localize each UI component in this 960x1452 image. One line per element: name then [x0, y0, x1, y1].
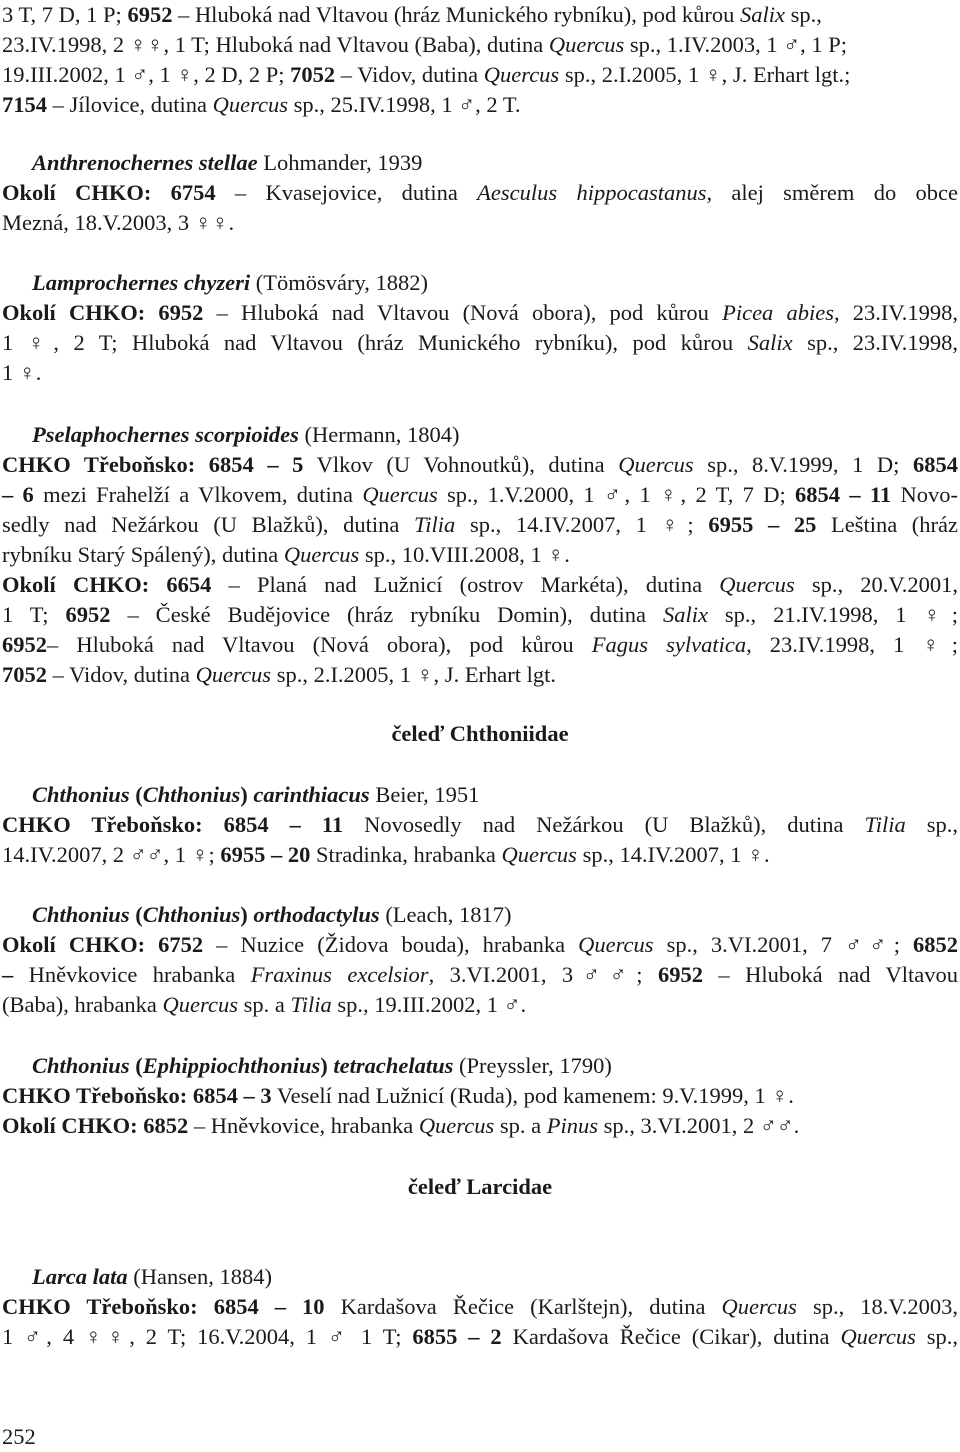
- record-line: [2, 540, 958, 570]
- text-run: – Kvasejovice, dutina: [215, 180, 478, 205]
- locality-code: (: [129, 782, 143, 807]
- text-run: sp., 19.III.2002, 1 ♂.: [331, 992, 527, 1017]
- plant-name: Fagus sylvatica: [591, 632, 747, 657]
- text-run: – Vidov, dutina: [335, 62, 484, 87]
- text-run: 1 ♂, 4 ♀♀, 2 T; 16.V.2004, 1 ♂ 1 T;: [2, 1324, 413, 1349]
- locality-code: 6854: [913, 452, 958, 477]
- taxon-name: Chthonius: [142, 902, 241, 927]
- text-run: 1 ♀, 2 T; Hluboká nad Vltavou (hráz Munického rybníku), pod kůrou: [2, 330, 748, 355]
- text-run: sp., 14.IV.2007, 1 ♀.: [576, 842, 770, 867]
- record-line: [2, 1322, 958, 1352]
- text-run: Mezná, 18.V.2003, 3 ♀♀.: [2, 210, 235, 235]
- locality-code: 6952: [2, 632, 47, 657]
- plant-name: Pinus: [546, 1113, 598, 1138]
- text-run: sedly nad Nežárkou (U Blažků), dutina: [2, 512, 415, 537]
- plant-name: Quercus: [719, 572, 795, 597]
- family-heading-chthoniidae: čeleď Chthoniidae: [391, 721, 569, 746]
- taxon-name: Chthonius: [32, 902, 130, 927]
- text-run: sp.,: [915, 1324, 958, 1349]
- record-line: [2, 298, 958, 328]
- text-run: – Nuzice (Židova bouda), hrabanka: [203, 932, 579, 957]
- species-name-line: [2, 1262, 958, 1292]
- locality-code: 7154: [2, 92, 47, 117]
- plant-name: Tilia: [290, 992, 332, 1017]
- text-run: sp., 14.IV.2007, 1 ♀;: [455, 512, 709, 537]
- species-pselaphochernes: [2, 420, 958, 690]
- text-run: sp., 8.V.1999, 1 D;: [693, 452, 913, 477]
- text-run: – Hluboká nad Vltavou (hráz Munického rybníku), pod kůrou: [172, 2, 741, 27]
- taxon-name: carinthiacus: [253, 782, 370, 807]
- text-run: 19.III.2002, 1 ♂, 1 ♀, 2 D, 2 P;: [2, 62, 291, 87]
- text-run: Veselí nad Lužnicí (Ruda), pod kamenem: 9.V.1999, 1 ♀.: [271, 1083, 794, 1108]
- plant-name: Salix: [740, 2, 786, 27]
- text-run: – Hluboká nad Vltavou (Nová obora), pod kůrou: [203, 300, 723, 325]
- record-line: [2, 810, 958, 840]
- locality-code: 6854 – 11: [795, 482, 892, 507]
- plant-name: Fraxinus excelsior: [250, 962, 429, 987]
- locality-code: 6955 – 25: [708, 512, 817, 537]
- plant-name: Quercus: [283, 542, 360, 567]
- text-run: , alej směrem do obce: [706, 180, 958, 205]
- family-heading-larcidae: čeleď Larcidae: [407, 1174, 553, 1199]
- record-line: [2, 1111, 958, 1141]
- species-name-line: [2, 268, 958, 298]
- record-line: [2, 510, 958, 540]
- species-chthonius-carinthiacus: [2, 780, 958, 870]
- plant-name: Quercus: [195, 662, 272, 687]
- text-run: Vlkov (U Vohnoutků), dutina: [303, 452, 619, 477]
- record-line: [2, 60, 958, 90]
- locality-code: Okolí CHKO: 6654: [2, 572, 212, 597]
- text-run: sp., 2.I.2005, 1 ♀, J. Erhart lgt.;: [559, 62, 851, 87]
- locality-code: Okolí CHKO: 6852: [2, 1113, 189, 1138]
- text-run: – České Budějovice (hráz rybníku Domin), dutina: [110, 602, 663, 627]
- locality-code: ): [240, 902, 254, 927]
- record-line: [2, 30, 958, 60]
- record-line: [2, 1081, 958, 1111]
- text-run: , 3.VI.2001, 3♂♂;: [428, 962, 658, 987]
- text-run: , 23.IV.1998, 1 ♀;: [746, 632, 959, 657]
- record-line: [2, 840, 958, 870]
- text-run: sp., 18.V.2003,: [796, 1294, 958, 1319]
- locality-code: 7052: [290, 62, 336, 87]
- record-line: [2, 570, 958, 600]
- text-run: (Baba), hrabanka: [2, 992, 163, 1017]
- text-run: Stradinka, hrabanka: [310, 842, 502, 867]
- text-run: (Preyssler, 1790): [453, 1053, 612, 1078]
- text-run: Lohmander, 1939: [257, 150, 423, 175]
- plant-name: Quercus: [418, 1113, 495, 1138]
- plant-name: Quercus: [721, 1294, 797, 1319]
- species-lamprochernes: [2, 268, 958, 388]
- text-run: Hněvkovice hrabanka: [13, 962, 251, 987]
- text-run: (Hermann, 1804): [298, 422, 460, 447]
- species-chthonius-orthodactylus: [2, 900, 958, 1020]
- taxon-name: Larca lata: [32, 1264, 128, 1289]
- text-run: (Tömösváry, 1882): [250, 270, 429, 295]
- text-run: sp., 3.VI.2001, 7 ♂♂;: [653, 932, 913, 957]
- plant-name: Salix: [747, 330, 793, 355]
- taxon-name: Chthonius: [32, 1053, 130, 1078]
- species-name-line: [2, 1051, 958, 1081]
- text-run: sp., 23.IV.1998,: [792, 330, 958, 355]
- text-run: – Jílovice, dutina: [47, 92, 213, 117]
- locality-code: CHKO Třeboňsko: 6854 – 10: [2, 1294, 325, 1319]
- record-line: [2, 600, 958, 630]
- text-run: – Hluboká nad Vltavou (Nová obora), pod kůrou: [47, 632, 592, 657]
- text-run: 1 T;: [2, 602, 66, 627]
- taxon-name: tetrachelatus: [333, 1053, 454, 1078]
- page-number: 252: [2, 1424, 36, 1449]
- locality-code: ): [320, 1053, 334, 1078]
- text-run: – Hluboká nad Vltavou: [702, 962, 958, 987]
- text-run: 3 T, 7 D, 1 P;: [2, 2, 128, 27]
- text-run: 1 ♀.: [2, 360, 42, 385]
- locality-code: –: [2, 962, 14, 987]
- locality-code: (: [129, 1053, 143, 1078]
- text-run: sp., 21.IV.1998, 1 ♀;: [707, 602, 958, 627]
- text-run: sp., 20.V.2001,: [794, 572, 958, 597]
- record-line: [2, 358, 958, 388]
- taxon-name: Chthonius: [32, 782, 130, 807]
- locality-code: 6855 – 2: [412, 1324, 502, 1349]
- record-line: [2, 208, 958, 238]
- record-line: [2, 90, 958, 120]
- locality-code: 6952: [65, 602, 111, 627]
- text-run: sp., 1.IV.2003, 1 ♂, 1 P;: [624, 32, 847, 57]
- plant-name: Tilia: [414, 512, 456, 537]
- text-run: sp. a: [237, 992, 291, 1017]
- locality-code: – 6: [2, 482, 34, 507]
- text-run: sp.,: [785, 2, 822, 27]
- taxon-name: Lamprochernes chyzeri: [32, 270, 251, 295]
- plant-name: Quercus: [362, 482, 438, 507]
- text-run: (Leach, 1817): [379, 902, 512, 927]
- locality-code: 6955 – 20: [220, 842, 311, 867]
- locality-code: Okolí CHKO: 6752: [2, 932, 204, 957]
- species-larca-lata: [2, 1262, 958, 1352]
- species-name-line: [2, 420, 958, 450]
- record-line: [2, 178, 958, 208]
- record-line: [2, 660, 958, 690]
- record-line: [2, 1292, 958, 1322]
- text-run: Novo-: [891, 482, 958, 507]
- locality-code: CHKO Třeboňsko: 6854 – 5: [2, 452, 304, 477]
- plant-name: Quercus: [548, 32, 625, 57]
- locality-code: CHKO Třeboňsko: 6854 – 3: [2, 1083, 272, 1108]
- plant-name: Picea abies: [722, 300, 834, 325]
- record-line: [2, 630, 958, 660]
- locality-code: (: [129, 902, 143, 927]
- text-run: Leština (hráz: [816, 512, 959, 537]
- text-run: sp. a: [494, 1113, 547, 1138]
- record-line: [2, 990, 958, 1020]
- locality-code: 6952: [657, 962, 703, 987]
- record-line: [2, 450, 958, 480]
- text-run: 14.IV.2007, 2 ♂♂, 1 ♀;: [2, 842, 221, 867]
- locality-code: ): [240, 782, 254, 807]
- text-run: sp., 10.VIII.2008, 1 ♀.: [359, 542, 570, 567]
- plant-name: Tilia: [864, 812, 906, 837]
- locality-code: CHKO Třeboňsko: 6854 – 11: [2, 812, 344, 837]
- species-chthonius-tetrachelatus: [2, 1051, 958, 1141]
- text-run: sp., 25.IV.1998, 1 ♂, 2 T.: [288, 92, 521, 117]
- record-line: [2, 960, 958, 990]
- record-line: [2, 480, 958, 510]
- text-run: Kardašova Řečice (Karlštejn), dutina: [324, 1294, 722, 1319]
- record-line: [2, 328, 958, 358]
- locality-code: Okolí CHKO: 6754: [2, 180, 216, 205]
- text-run: Kardašova Řečice (Cikar), dutina: [501, 1324, 841, 1349]
- plant-name: Quercus: [162, 992, 238, 1017]
- taxon-name: orthodactylus: [253, 902, 380, 927]
- species-anthrenochernes: [2, 148, 958, 238]
- locality-code: 6852: [913, 932, 958, 957]
- text-run: – Vidov, dutina: [47, 662, 196, 687]
- plant-name: Quercus: [578, 932, 654, 957]
- text-run: (Hansen, 1884): [127, 1264, 272, 1289]
- text-run: – Hněvkovice, hrabanka: [188, 1113, 419, 1138]
- text-run: Novosedly nad Nežárkou (U Blažků), dutina: [343, 812, 865, 837]
- taxon-name: Ephippiochthonius: [142, 1053, 321, 1078]
- plant-name: Quercus: [212, 92, 289, 117]
- text-run: sp., 3.VI.2001, 2 ♂♂.: [597, 1113, 800, 1138]
- text-run: sp., 1.V.2000, 1 ♂, 1 ♀, 2 T, 7 D;: [437, 482, 796, 507]
- text-run: sp.,: [905, 812, 958, 837]
- locality-code: 7052: [2, 662, 47, 687]
- record-line: [2, 0, 958, 30]
- taxon-name: Chthonius: [142, 782, 241, 807]
- plant-name: Quercus: [501, 842, 577, 867]
- species-name-line: [2, 780, 958, 810]
- taxon-name: Anthrenochernes stellae: [32, 150, 258, 175]
- plant-name: Quercus: [618, 452, 694, 477]
- text-run: mezi Frahelží a Vlkovem, dutina: [33, 482, 363, 507]
- plant-name: Quercus: [483, 62, 560, 87]
- block-continuation: [2, 0, 958, 120]
- locality-code: 6952: [127, 2, 173, 27]
- plant-name: Salix: [662, 602, 708, 627]
- locality-code: Okolí CHKO: 6952: [2, 300, 204, 325]
- species-name-line: [2, 148, 958, 178]
- plant-name: Aesculus hippocastanus: [477, 180, 707, 205]
- taxon-name: Pselaphochernes scorpioides: [32, 422, 299, 447]
- text-run: rybníku Starý Spálený), dutina: [2, 542, 284, 567]
- text-run: Beier, 1951: [369, 782, 480, 807]
- text-run: , 23.IV.1998,: [833, 300, 959, 325]
- text-run: – Planá nad Lužnicí (ostrov Markéta), dutina: [211, 572, 720, 597]
- text-run: sp., 2.I.2005, 1 ♀, J. Erhart lgt.: [271, 662, 557, 687]
- text-run: 23.IV.1998, 2 ♀♀, 1 T; Hluboká nad Vltavou (Baba), dutina: [2, 32, 549, 57]
- plant-name: Quercus: [840, 1324, 916, 1349]
- species-name-line: [2, 900, 958, 930]
- record-line: [2, 930, 958, 960]
